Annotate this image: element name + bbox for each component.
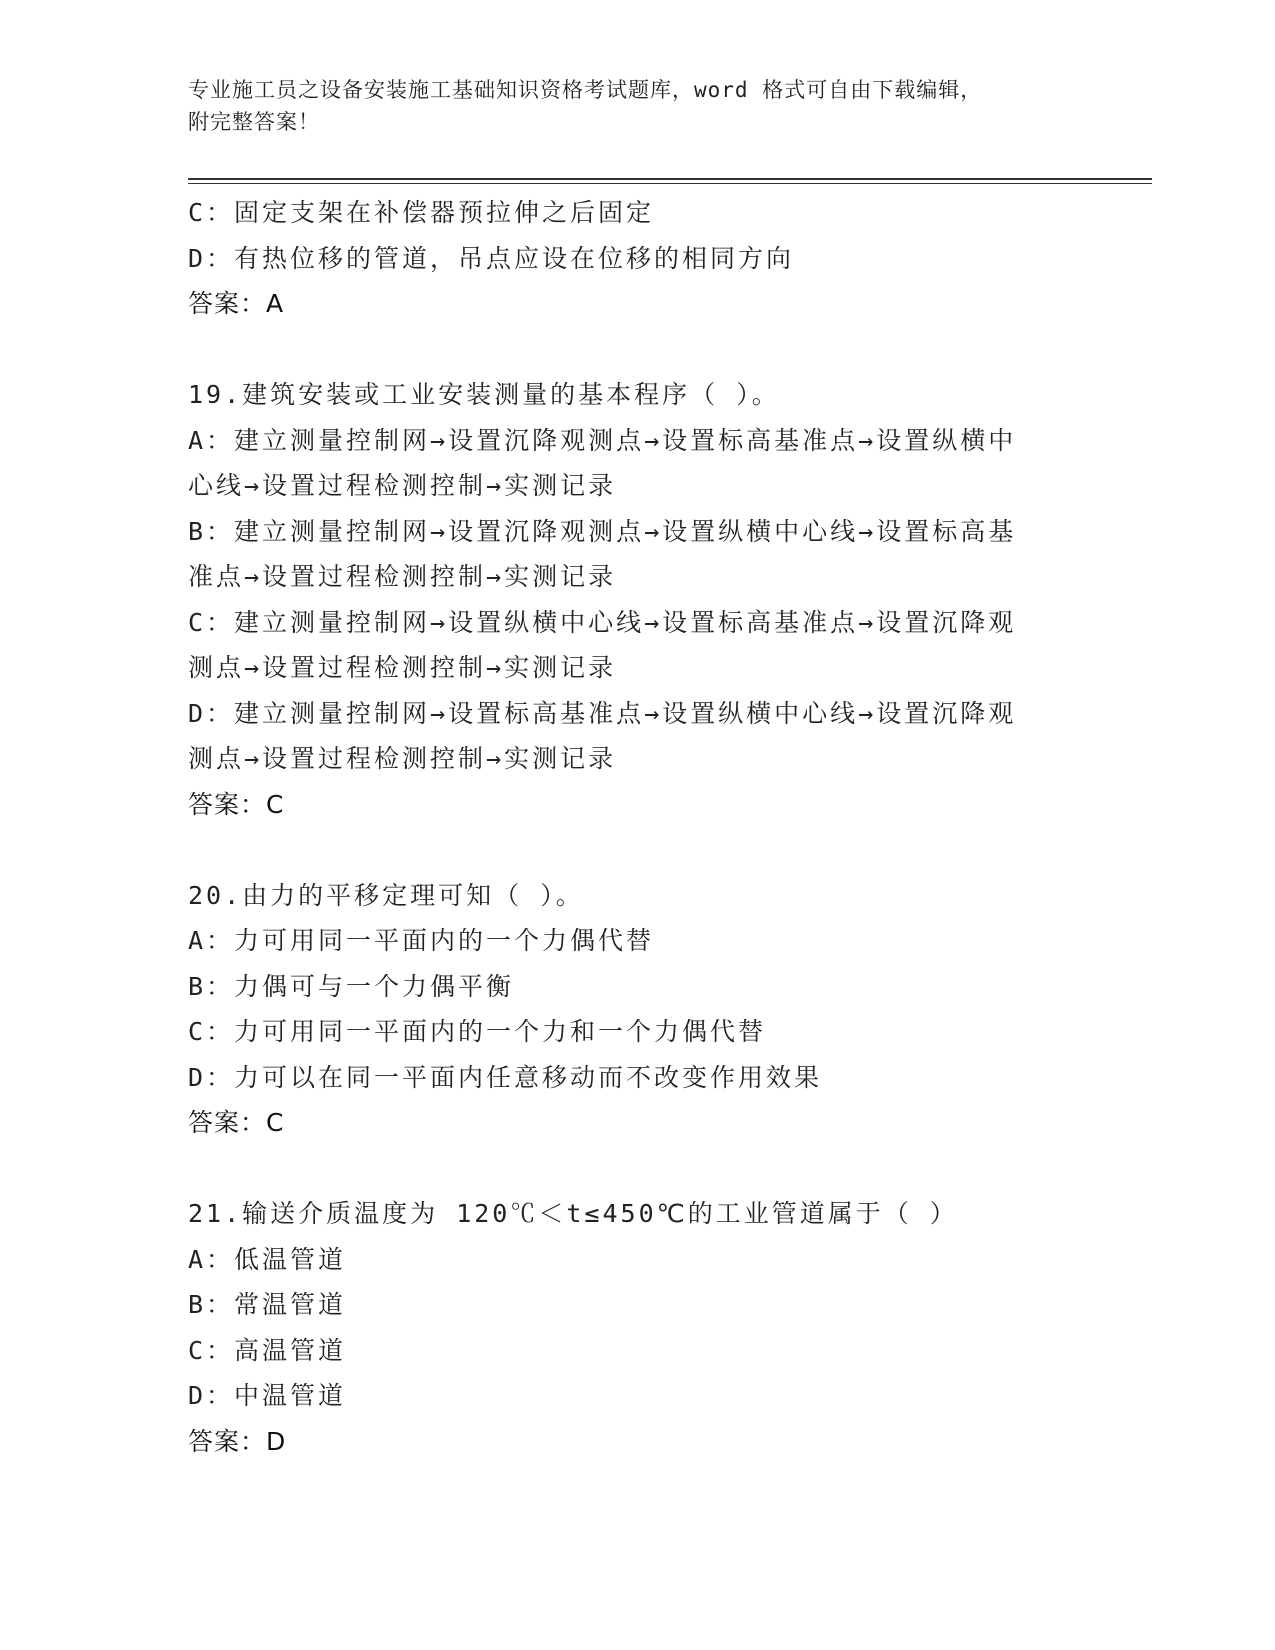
spacer: [188, 1146, 1088, 1192]
header-divider-thin: [188, 183, 1152, 184]
question-stem: 19.建筑安装或工业安装测量的基本程序（ ）。: [188, 380, 780, 409]
question-20: [188, 873, 1088, 1146]
option-b-line-2: 准点→设置过程检测控制→实测记录: [188, 562, 617, 591]
option-c: C：高温管道: [188, 1335, 347, 1365]
header-line-2: 附完整答案！: [188, 110, 320, 134]
spacer: [188, 827, 1088, 873]
option-b-line-1: B：建立测量控制网→设置沉降观测点→设置纵横中心线→设置标高基: [188, 516, 1017, 546]
option-d: D：中温管道: [188, 1381, 347, 1410]
option-c: C：固定支架在补偿器预拉伸之后固定: [188, 198, 655, 227]
question-stem: 20.由力的平移定理可知（ ）。: [188, 880, 584, 910]
previous-question-tail: [188, 190, 1088, 327]
question-content: [188, 190, 1088, 1464]
spacer: [188, 327, 1088, 373]
answer-line: 答案：C: [188, 1108, 285, 1137]
answer-line: 答案：C: [188, 789, 285, 819]
option-d-line-2: 测点→设置过程检测控制→实测记录: [188, 744, 617, 773]
option-a: A：低温管道: [188, 1244, 347, 1274]
answer-line: 答案：D: [188, 1426, 287, 1456]
header-line-1: 专业施工员之设备安装施工基础知识资格考试题库，word 格式可自由下载编辑，: [188, 78, 983, 102]
document-header: [188, 74, 1068, 138]
option-c-line-1: C：建立测量控制网→设置纵横中心线→设置标高基准点→设置沉降观: [188, 607, 1017, 637]
option-d: D：力可以在同一平面内任意移动而不改变作用效果: [188, 1062, 823, 1092]
option-b: B：常温管道: [188, 1290, 347, 1319]
option-d: D：有热位移的管道，吊点应设在位移的相同方向: [188, 243, 795, 273]
header-divider-thick: [188, 178, 1152, 180]
answer-line: 答案：A: [188, 289, 285, 318]
option-a-line-2: 心线→设置过程检测控制→实测记录: [188, 471, 617, 500]
question-21: [188, 1191, 1088, 1464]
option-c-line-2: 测点→设置过程检测控制→实测记录: [188, 653, 617, 682]
option-a-line-1: A：建立测量控制网→设置沉降观测点→设置标高基准点→设置纵横中: [188, 425, 1017, 455]
option-c: C：力可用同一平面内的一个力和一个力偶代替: [188, 1017, 767, 1046]
option-d-line-1: D：建立测量控制网→设置标高基准点→设置纵横中心线→设置沉降观: [188, 698, 1017, 728]
question-19: [188, 372, 1088, 827]
option-b: B：力偶可与一个力偶平衡: [188, 971, 515, 1001]
option-a: A：力可用同一平面内的一个力偶代替: [188, 926, 655, 955]
question-stem: 21.输送介质温度为 120℃＜t≤450℃的工业管道属于（ ）: [188, 1199, 958, 1228]
